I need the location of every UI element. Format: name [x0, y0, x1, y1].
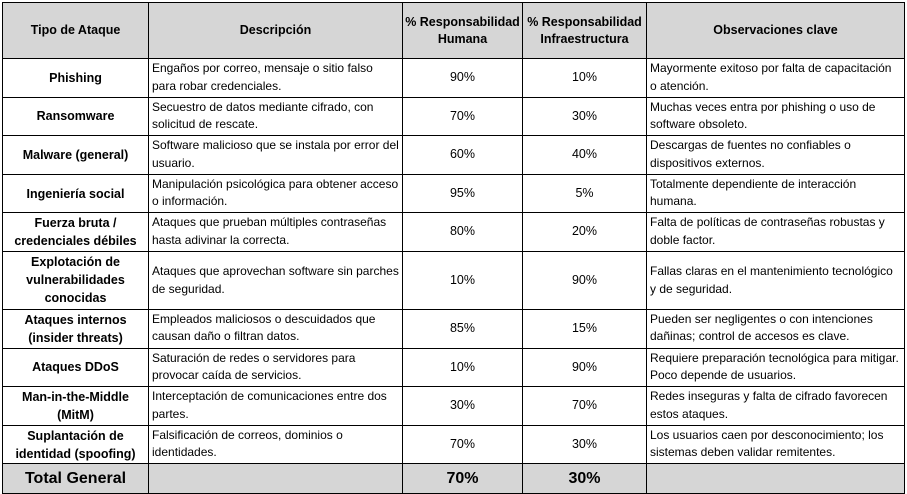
- table-row: [3, 251, 905, 309]
- header-observaciones: Observaciones clave: [647, 3, 905, 59]
- cell-infraestructura: 90%: [523, 251, 647, 309]
- cell-humana: 70%: [403, 97, 523, 136]
- cell-observaciones: Redes inseguras y falta de cifrado favorecen estos ataques.: [647, 387, 905, 426]
- cell-tipo: Ransomware: [3, 97, 149, 136]
- cell-infraestructura: 70%: [523, 387, 647, 426]
- cell-observaciones: Falta de políticas de contraseñas robustas y doble factor.: [647, 213, 905, 252]
- table-row: [3, 59, 905, 98]
- cell-descripcion: Ataques que aprovechan software sin parches de seguridad.: [149, 251, 403, 309]
- cell-infraestructura: 40%: [523, 136, 647, 175]
- cell-observaciones: Totalmente dependiente de interacción humana.: [647, 174, 905, 213]
- cell-tipo: Man-in-the-Middle (MitM): [3, 387, 149, 426]
- cell-descripcion: Ataques que prueban múltiples contraseñas hasta adivinar la correcta.: [149, 213, 403, 252]
- cell-humana: 80%: [403, 213, 523, 252]
- cell-observaciones: Requiere preparación tecnológica para mitigar. Poco depende de usuarios.: [647, 348, 905, 387]
- table-row: [3, 136, 905, 175]
- cell-infraestructura: 30%: [523, 97, 647, 136]
- cell-descripcion: Saturación de redes o servidores para provocar caída de servicios.: [149, 348, 403, 387]
- cell-observaciones: Fallas claras en el mantenimiento tecnológico y de seguridad.: [647, 251, 905, 309]
- cell-humana: 10%: [403, 348, 523, 387]
- cell-observaciones: Muchas veces entra por phishing o uso de software obsoleto.: [647, 97, 905, 136]
- cell-infraestructura: 20%: [523, 213, 647, 252]
- header-humana: % Responsabilidad Humana: [403, 3, 523, 59]
- cell-infraestructura: 90%: [523, 348, 647, 387]
- cell-observaciones: Los usuarios caen por desconocimiento; los sistemas deben validar remitentes.: [647, 425, 905, 464]
- header-descripcion: Descripción: [149, 3, 403, 59]
- cell-observaciones: Pueden ser negligentes o con intenciones dañinas; control de accesos es clave.: [647, 309, 905, 348]
- cell-tipo: Suplantación de identidad (spoofing): [3, 425, 149, 464]
- table-row: [3, 387, 905, 426]
- cell-infraestructura: 15%: [523, 309, 647, 348]
- header-tipo: Tipo de Ataque: [3, 3, 149, 59]
- total-row: [3, 464, 905, 494]
- total-label: Total General: [3, 464, 149, 494]
- cell-descripcion: Secuestro de datos mediante cifrado, con solicitud de rescate.: [149, 97, 403, 136]
- cell-humana: 30%: [403, 387, 523, 426]
- header-row: [3, 3, 905, 59]
- table-row: [3, 174, 905, 213]
- cell-descripcion: Interceptación de comunicaciones entre dos partes.: [149, 387, 403, 426]
- cell-descripcion: Manipulación psicológica para obtener acceso o información.: [149, 174, 403, 213]
- cell-descripcion: Empleados maliciosos o descuidados que causan daño o filtran datos.: [149, 309, 403, 348]
- cell-tipo: Phishing: [3, 59, 149, 98]
- cell-tipo: Ingeniería social: [3, 174, 149, 213]
- table-row: [3, 425, 905, 464]
- table-row: [3, 348, 905, 387]
- cell-observaciones: Descargas de fuentes no confiables o dispositivos externos.: [647, 136, 905, 175]
- cell-descripcion: Falsificación de correos, dominios o identidades.: [149, 425, 403, 464]
- cell-humana: 90%: [403, 59, 523, 98]
- cell-tipo: Fuerza bruta / credenciales débiles: [3, 213, 149, 252]
- cell-infraestructura: 10%: [523, 59, 647, 98]
- cell-descripcion: Engaños por correo, mensaje o sitio falso para robar credenciales.: [149, 59, 403, 98]
- total-infraestructura: 30%: [523, 464, 647, 494]
- table-row: [3, 309, 905, 348]
- cell-observaciones: Mayormente exitoso por falta de capacitación o atención.: [647, 59, 905, 98]
- cell-humana: 60%: [403, 136, 523, 175]
- total-humana: 70%: [403, 464, 523, 494]
- cell-infraestructura: 30%: [523, 425, 647, 464]
- cell-tipo: Ataques DDoS: [3, 348, 149, 387]
- cell-humana: 10%: [403, 251, 523, 309]
- cell-tipo: Explotación de vulnerabilidades conocidas: [3, 251, 149, 309]
- cell-infraestructura: 5%: [523, 174, 647, 213]
- header-infraestructura: % Responsabilidad Infraestructura: [523, 3, 647, 59]
- total-empty-observaciones: [647, 464, 905, 494]
- cell-descripcion: Software malicioso que se instala por error del usuario.: [149, 136, 403, 175]
- attack-responsibility-table: [2, 2, 905, 494]
- cell-humana: 85%: [403, 309, 523, 348]
- cell-humana: 70%: [403, 425, 523, 464]
- total-empty-descripcion: [149, 464, 403, 494]
- cell-tipo: Ataques internos (insider threats): [3, 309, 149, 348]
- cell-humana: 95%: [403, 174, 523, 213]
- cell-tipo: Malware (general): [3, 136, 149, 175]
- table-row: [3, 213, 905, 252]
- table-row: [3, 97, 905, 136]
